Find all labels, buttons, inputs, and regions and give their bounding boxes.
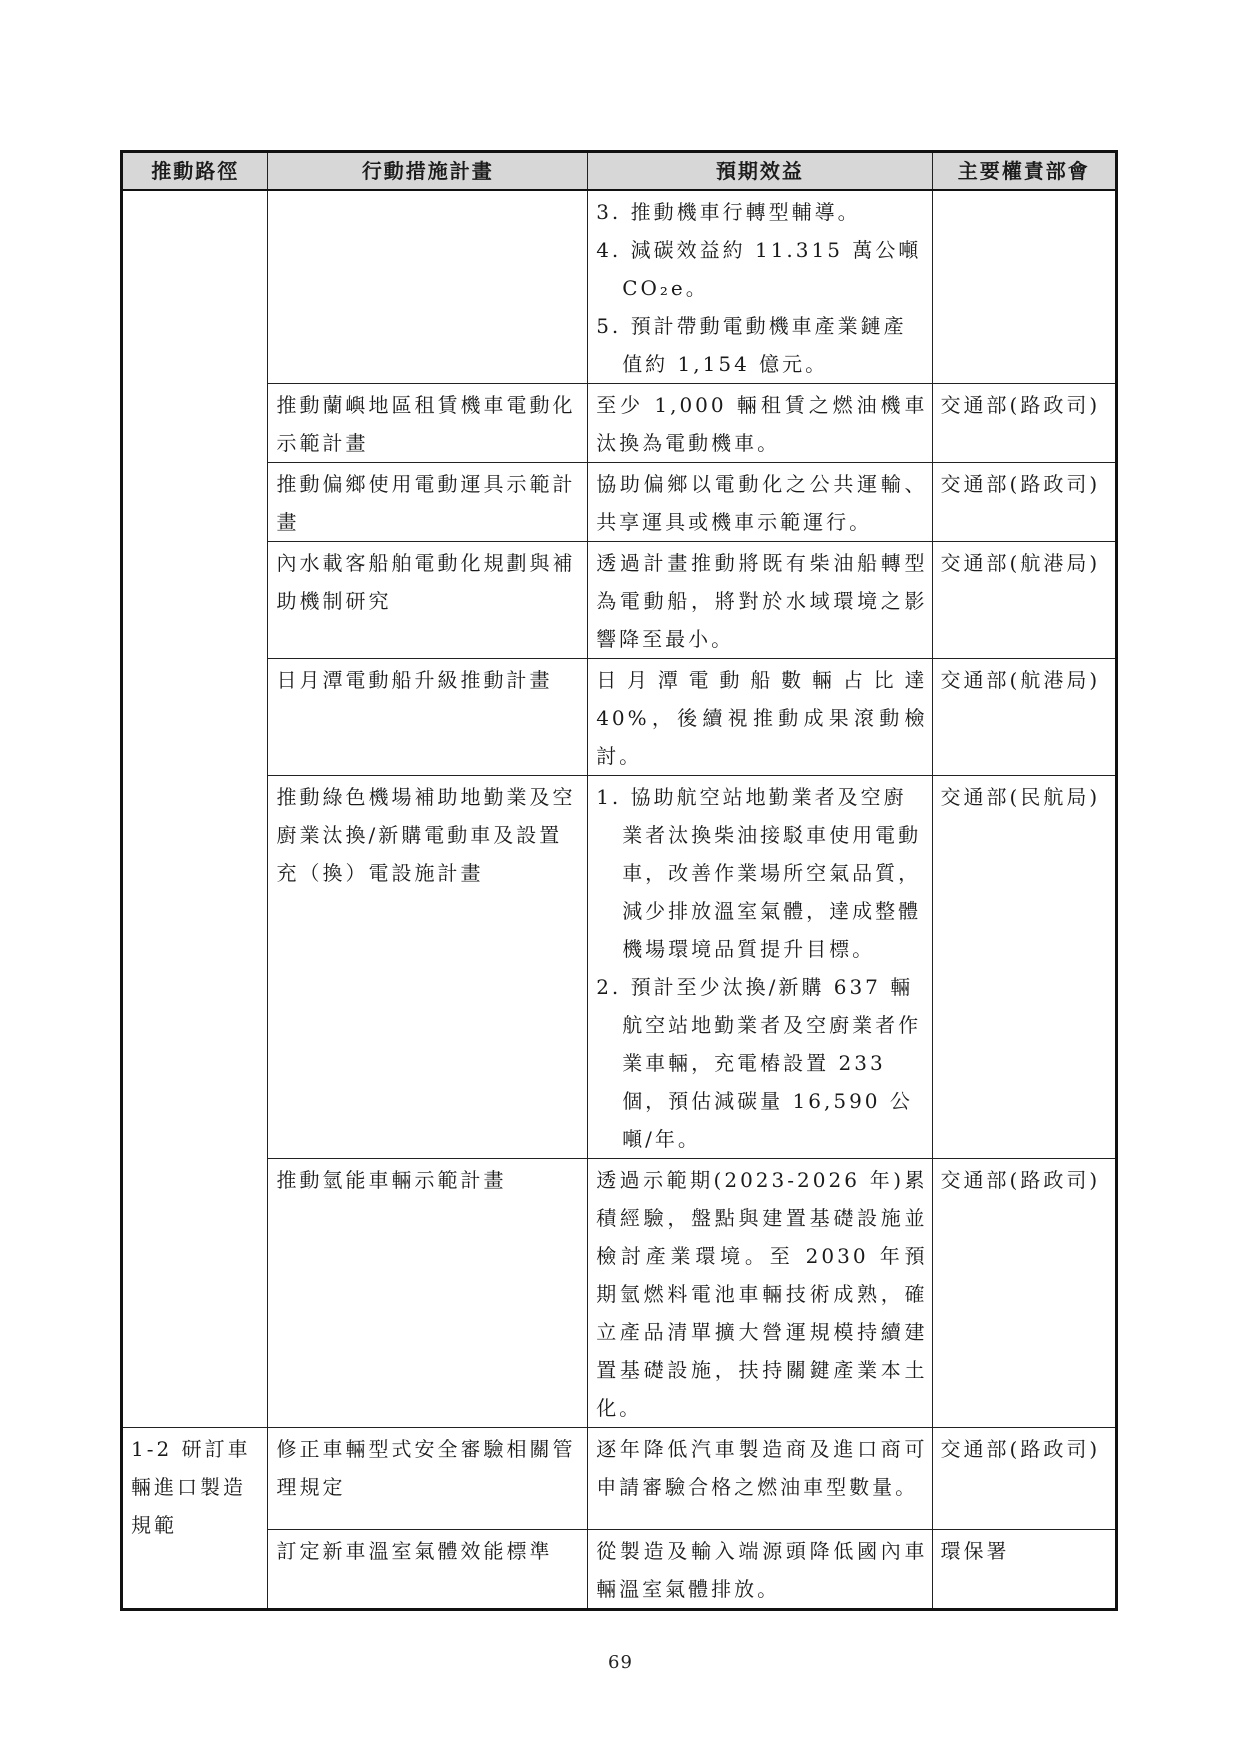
agency-cell	[932, 190, 1116, 384]
table-row	[122, 190, 1117, 384]
benefit-item: 逐年降低汽車製造商及進口商可申請審驗合格之燃油車型數量。	[596, 1437, 928, 1499]
action-plan-table	[120, 150, 1118, 1611]
plan-cell: 修正車輛型式安全審驗相關管理規定	[268, 1428, 588, 1530]
plan-cell: 推動蘭嶼地區租賃機車電動化示範計畫	[268, 384, 588, 463]
benefit-item: 至少 1,000 輛租賃之燃油機車汰換為電動機車。	[596, 393, 928, 455]
path-cell: 1-2 研訂車輛進口製造規範	[122, 1428, 268, 1610]
benefit-item: 5. 預計帶動電動機車產業鏈產值約 1,154 億元。	[596, 314, 907, 376]
plan-cell	[268, 190, 588, 384]
benefits-cell	[588, 542, 932, 659]
benefit-item: 協助偏鄉以電動化之公共運輸、共享運具或機車示範運行。	[596, 472, 928, 534]
benefits-cell	[588, 1530, 932, 1610]
table-row	[122, 659, 1117, 776]
benefits-cell	[588, 1428, 932, 1530]
header-plan: 行動措施計畫	[268, 152, 588, 191]
benefit-item: 透過示範期(2023-2026 年)累積經驗，盤點與建置基礎設施並檢討產業環境。至 2030 年預期氫燃料電池車輛技術成熟，確立產品清單擴大營運規模持續建置基礎設施，扶持關鍵產業本土化。	[596, 1168, 928, 1420]
benefits-cell	[588, 190, 932, 384]
agency-cell: 交通部(路政司)	[932, 463, 1116, 542]
benefits-cell	[588, 659, 932, 776]
plan-cell: 推動氫能車輛示範計畫	[268, 1159, 588, 1428]
page-number: 69	[608, 1652, 633, 1673]
benefits-cell	[588, 384, 932, 463]
benefits-cell	[588, 1159, 932, 1428]
plan-cell: 日月潭電動船升級推動計畫	[268, 659, 588, 776]
table-row	[122, 776, 1117, 1159]
table-header-row	[122, 152, 1117, 191]
plan-cell: 推動綠色機場補助地勤業及空廚業汰換/新購電動車及設置充（換）電設施計畫	[268, 776, 588, 1159]
benefits-cell	[588, 463, 932, 542]
header-agency: 主要權責部會	[932, 152, 1116, 191]
benefit-item: 3. 推動機車行轉型輔導。	[596, 200, 861, 224]
table-row	[122, 463, 1117, 542]
agency-cell: 環保署	[932, 1530, 1116, 1610]
benefits-cell	[588, 776, 932, 1159]
agency-cell: 交通部(路政司)	[932, 1428, 1116, 1530]
plan-cell: 內水載客船舶電動化規劃與補助機制研究	[268, 542, 588, 659]
table-row	[122, 1530, 1117, 1610]
table-row	[122, 542, 1117, 659]
agency-cell: 交通部(路政司)	[932, 384, 1116, 463]
agency-cell: 交通部(航港局)	[932, 659, 1116, 776]
table-row	[122, 1159, 1117, 1428]
plan-cell: 推動偏鄉使用電動運具示範計畫	[268, 463, 588, 542]
plan-cell: 訂定新車溫室氣體效能標準	[268, 1530, 588, 1610]
path-cell	[122, 190, 268, 1428]
benefit-item: 日月潭電動船數輛占比達 40%，後續視推動成果滾動檢討。	[596, 668, 928, 768]
benefit-item: 透過計畫推動將既有柴油船轉型為電動船，將對於水域環境之影響降至最小。	[596, 551, 928, 651]
agency-cell: 交通部(航港局)	[932, 542, 1116, 659]
benefit-item: 從製造及輸入端源頭降低國內車輛溫室氣體排放。	[596, 1539, 928, 1601]
benefit-item: 4. 減碳效益約 11.315 萬公噸 CO₂e。	[596, 238, 922, 300]
header-path: 推動路徑	[122, 152, 268, 191]
benefit-item: 1. 協助航空站地勤業者及空廚業者汰換柴油接駁車使用電動車，改善作業場所空氣品質，減少排放溫室氣體，達成整體機場環境品質提升目標。	[596, 785, 922, 961]
table-row	[122, 1428, 1117, 1530]
agency-cell: 交通部(路政司)	[932, 1159, 1116, 1428]
benefit-item: 2. 預計至少汰換/新購 637 輛航空站地勤業者及空廚業者作業車輛，充電樁設置 233 個，預估減碳量 16,590 公噸/年。	[596, 975, 922, 1151]
header-benefits: 預期效益	[588, 152, 932, 191]
agency-cell: 交通部(民航局)	[932, 776, 1116, 1159]
table-row	[122, 384, 1117, 463]
